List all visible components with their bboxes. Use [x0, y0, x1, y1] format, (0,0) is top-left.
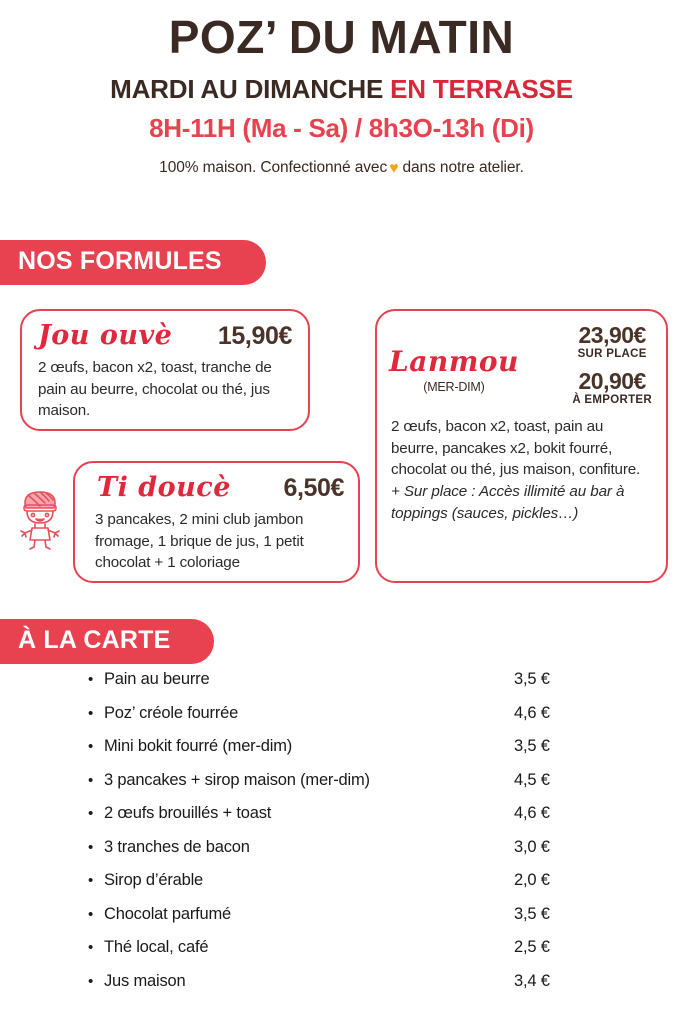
carte-row: [88, 838, 648, 872]
price-a-emporter: 20,90€: [578, 368, 646, 395]
carte-item-label: 3 tranches de bacon: [104, 837, 250, 856]
lanmou-note: + Sur place : Accès illimité au bar à toppings (sauces, pickles…): [391, 483, 625, 522]
carte-row: [88, 670, 648, 704]
carte-row: [88, 804, 648, 838]
lanmou-name-block: [389, 336, 519, 394]
heart-icon: ♥: [389, 160, 399, 178]
carte-row: [88, 704, 648, 738]
carte-item-price: 3,5 €: [514, 670, 550, 688]
section-header-carte: À LA CARTE: [0, 619, 214, 664]
formula-card-jou-ouve[interactable]: [20, 309, 310, 431]
formula-description: 2 œufs, bacon x2, toast, tranche de pain au beurre, chocolat ou thé, jus maison.: [38, 359, 272, 420]
bullet-icon: •: [88, 939, 94, 956]
opening-days-text: MARDI AU DIMANCHE: [110, 73, 391, 104]
lanmou-price-block: [572, 323, 652, 406]
carte-item-price: 2,5 €: [514, 938, 550, 956]
opening-hours: 8H-11H (Ma - Sa) / 8h3O-13h (Di): [149, 113, 534, 144]
child-illustration-icon: [14, 487, 66, 551]
page-title: POZ’ DU MATIN: [168, 11, 515, 63]
menu-header: [0, 0, 683, 177]
formula-name: Lanmou: [389, 344, 519, 378]
section-header-formules-wrap: [0, 240, 266, 285]
carte-item-price: 2,0 €: [514, 871, 550, 889]
carte-item-label: Mini bokit fourré (mer-dim): [104, 737, 293, 755]
carte-row: [88, 938, 648, 972]
carte-row: [88, 737, 648, 771]
carte-item-label: Sirop d’érable: [104, 871, 204, 889]
carte-row: [88, 871, 648, 905]
terrace-highlight: EN TERRASSE: [390, 73, 573, 104]
bullet-icon: •: [88, 671, 94, 688]
formula-description: 3 pancakes, 2 mini club jambon fromage, 1 brique de jus, 1 petit chocolat + 1 coloriage: [95, 511, 304, 572]
carte-item-label: Pain au beurre: [104, 670, 210, 688]
carte-row: [88, 972, 648, 1006]
section-header-carte-wrap: [0, 619, 214, 664]
bullet-icon: •: [88, 805, 94, 822]
formula-price: 6,50€: [283, 474, 344, 502]
carte-row: [88, 771, 648, 805]
carte-item-label: Chocolat parfumé: [104, 904, 232, 923]
formula-card-header: [75, 463, 358, 503]
price-label-a-emporter: À EMPORTER: [572, 394, 652, 407]
carte-list: [88, 670, 648, 1005]
bullet-icon: •: [88, 838, 94, 856]
carte-item-label: Jus maison: [104, 971, 186, 990]
formula-card-ti-douce[interactable]: [73, 461, 360, 583]
carte-item-price: 4,6 €: [514, 804, 550, 822]
carte-item-label: Thé local, café: [104, 938, 209, 956]
section-header-formules: NOS FORMULES: [0, 240, 266, 285]
formula-name: Jou ouvè: [38, 320, 173, 351]
price-label-sur-place: SUR PLACE: [577, 348, 647, 361]
formula-card-lanmou[interactable]: [375, 309, 668, 583]
formula-availability-days: (MER-DIM): [423, 379, 485, 394]
tagline-before: 100% maison. Confectionné avec: [159, 159, 388, 177]
carte-item-label: 3 pancakes + sirop maison (mer-dim): [104, 770, 370, 789]
carte-row: [88, 905, 648, 939]
formula-price: 15,90€: [217, 322, 292, 350]
tagline-after: dans notre atelier.: [402, 159, 524, 177]
carte-item-label: 2 œufs brouillés + toast: [104, 804, 272, 822]
formula-name: Ti doucè: [97, 472, 231, 503]
carte-item-price: 4,6 €: [514, 703, 550, 722]
opening-days-line: [0, 75, 683, 104]
formula-card-header: [22, 311, 308, 351]
bullet-icon: •: [88, 905, 94, 923]
carte-item-price: 3,5 €: [514, 904, 550, 923]
price-sur-place: 23,90€: [578, 322, 646, 348]
bullet-icon: •: [88, 972, 94, 990]
bullet-icon: •: [88, 771, 94, 789]
tagline: [0, 159, 683, 177]
lanmou-card-header: [377, 311, 666, 406]
carte-item-price: 4,5 €: [514, 770, 550, 789]
carte-item-label: Poz’ créole fourrée: [104, 703, 239, 722]
carte-item-price: 3,5 €: [514, 737, 550, 755]
carte-item-price: 3,4 €: [514, 971, 550, 990]
carte-item-price: 3,0 €: [514, 837, 550, 856]
bullet-icon: •: [88, 872, 94, 889]
bullet-icon: •: [88, 704, 94, 722]
formula-description: [377, 406, 666, 524]
lanmou-description-text: 2 œufs, bacon x2, toast, pain au beurre, pancakes x2, bokit fourré, chocolat ou thé, jus maison, confiture.: [391, 418, 641, 479]
bullet-icon: •: [88, 738, 94, 755]
